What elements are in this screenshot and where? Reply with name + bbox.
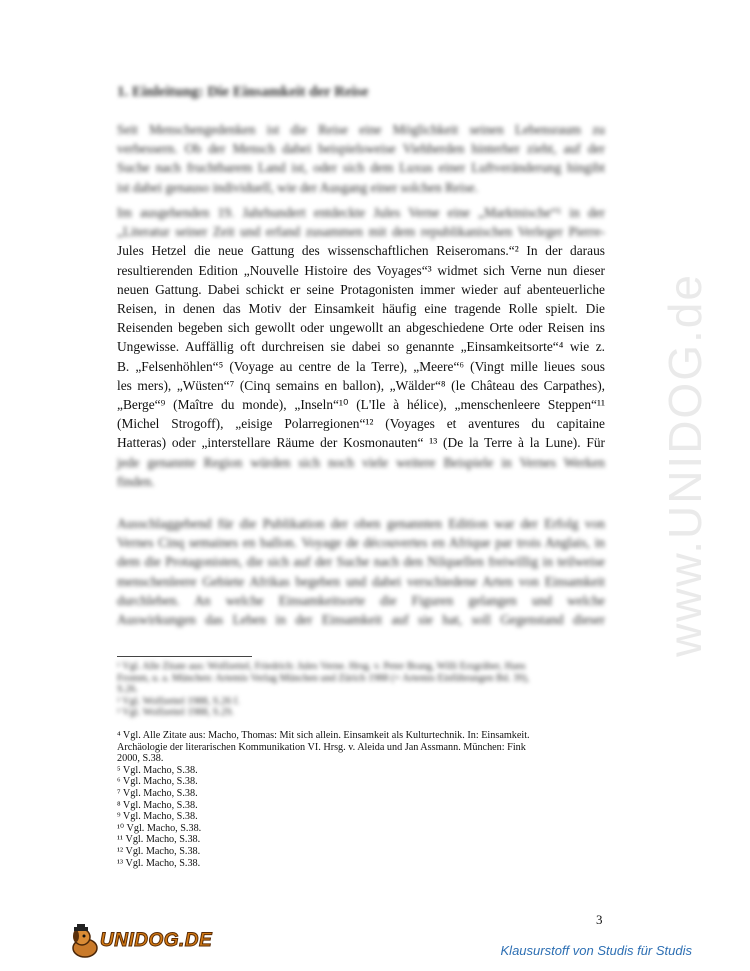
footnote-line: ¹² Vgl. Macho, S.38.: [117, 845, 201, 857]
footnote-line: S.26.: [117, 684, 138, 696]
text-line: Im ausgehenden 19. Jahrhundert entdeckte Jules Verne eine „Marktnische“¹ in der: [117, 205, 605, 220]
footnote-line: ¹³ Vgl. Macho, S.38.: [117, 857, 201, 869]
footnote-line: ⁶ Vgl. Macho, S.38.: [117, 776, 198, 788]
text-line: Jules Hetzel die neue Gattung des wissenschaftlichen Reiseromans.“² In der daraus: [117, 243, 605, 259]
text-line: Suche nach fruchtbarem Land ist, oder sich dem Luxus einer Luftveränderung hingibt: [117, 160, 605, 176]
text-line: (Michel Strogoff), „eisige Polarregionen“¹² (Voyages et aventures du capitaine: [117, 416, 605, 432]
text-line: menschenleere Gebiete Afrikas begeben und dabei verschiedene Arten von Einsamkeit: [117, 573, 605, 589]
footnote-line: ¹ Vgl. Alle Zitate aus: Wolfzettel, Friedrich: Jules Verne. Hrsg. v. Peter Brang, Willi Erzgräber, Hans: [117, 661, 526, 672]
paragraph-conclusion: [117, 514, 605, 629]
footnote-separator: [117, 656, 252, 657]
watermark: [655, 250, 715, 680]
text-line: resultierenden Edition „Nouvelle Histoire des Voyages“³ widmet sich Verne nun dieser: [117, 262, 605, 278]
text-line: verbessern. Ob der Mensch dabei beispielsweise Viehherden hinterher zieht, auf der: [117, 141, 605, 157]
footnote-line: ⁸ Vgl. Macho, S.38.: [117, 799, 198, 811]
text-line: „Literatur seiner Zeit und erfand zusammen mit dem republikanischen Verleger Pierre-: [117, 224, 605, 240]
text-line: Auswirkungen das Leben in der Einsamkeit auf sie hat, soll Gegenstand dieser: [117, 612, 605, 628]
footnote-line: ³ Vgl. Wolfzettel 1988, S.29.: [117, 707, 234, 719]
footnote-line: 2000, S.38.: [117, 753, 164, 765]
text-line: jede genannte Region würden sich noch viele weitere Beispiele in Vernes Werken: [117, 454, 605, 470]
footnote-line: ⁵ Vgl. Macho, S.38.: [117, 764, 198, 776]
text-line: dem die Protagonisten, die sich auf der Suche nach den Nilquellen freiwillig in teilweise: [117, 554, 605, 570]
text-line: Seit Menschengedenken ist die Reise eine Möglichkeit seinen Lebensraum zu: [117, 122, 605, 137]
text-line: les mers), „Wüsten“⁷ (Cinq semains en ballon), „Wälder“⁸ (le Château des Carpathes),: [117, 377, 605, 393]
text-line: Ungewisse. Auffällig oft durchreisen sie dabei so genannte „Einsamkeitsorte“⁴ wie z.: [117, 339, 605, 355]
paragraph-intro: [117, 120, 605, 197]
text-line: Reisen, in denen das Motiv der Einsamkeit häufig eine tragende Rolle spielt. Die: [117, 301, 605, 317]
text-line: finden.: [117, 473, 155, 489]
section-heading: 1. Einleitung: Die Einsamkeit der Reise: [117, 84, 369, 100]
text-line: „Berge“⁹ (Maître du monde), „Inseln“¹⁰ (L'Ile à hélice), „menschenleere Steppen“¹¹: [117, 397, 605, 413]
page-number: 3: [596, 912, 603, 927]
logo-text: UNIDOG.DE: [100, 930, 213, 951]
footnote-line: Fromm, u. a. München: Artemis Verlag München und Zürich 1988 (= Artemis Einführungen Bd. 39),: [117, 672, 530, 684]
footnote-line: ¹⁰ Vgl. Macho, S.38.: [117, 822, 202, 834]
footnote-line: ² Vgl. Wolfzettel 1988, S.26 f.: [117, 695, 240, 707]
text-line: ist dabei genauso individuell, wie der Ausgang einer solchen Reise.: [117, 179, 479, 195]
footnotes: [117, 730, 609, 869]
footnote-line: ⁷ Vgl. Macho, S.38.: [117, 787, 198, 799]
text-line: Reisenden begeben sich gewollt oder ungewollt an abgeschiedene Orte oder Reisen ins: [117, 320, 605, 336]
footnote-line: Archäologie der literarischen Kommunikation VI. Hrsg. v. Aleida und Jan Assmann. München: Fink: [117, 741, 526, 753]
footnote-line: ¹¹ Vgl. Macho, S.38.: [117, 834, 201, 846]
text-line: B. „Felsenhöhlen“⁵ (Voyage au centre de la Terre), „Meere“⁶ (Vingt mille lieues sous: [117, 358, 605, 374]
text-line: Ausschlaggebend für die Publikation der oben genannten Edition war der Erfolg von: [117, 516, 605, 531]
footnote-line: ⁴ Vgl. Alle Zitate aus: Macho, Thomas: Mit sich allein. Einsamkeit als Kulturtechnik. In: Einsamkeit.: [117, 730, 530, 741]
slogan: Klausurstoff von Studis für Studis: [500, 943, 692, 958]
watermark-text: www.UNIDOG.de: [659, 273, 712, 657]
footnotes-blurred: [117, 661, 609, 719]
unidog-logo: [68, 924, 213, 960]
text-line: durchleben. An welche Einsamkeitsorte die Figuren gelangen und welche: [117, 592, 605, 608]
text-line: Vernes Cinq semaines en ballon. Voyage de découvertes en Afrique par trois Anglais, in: [117, 535, 605, 551]
text-line: neuen Gattung. Dabei schickt er seine Protagonisten immer wieder auf abenteuerliche: [117, 281, 605, 297]
paragraph-main: [117, 203, 605, 491]
dog-icon: [68, 924, 102, 960]
text-line: Hatteras) oder „interstellare Räume der Kosmonauten“ ¹³ (De la Terre à la Lune). Für: [117, 435, 605, 451]
footnote-line: ⁹ Vgl. Macho, S.38.: [117, 811, 198, 823]
